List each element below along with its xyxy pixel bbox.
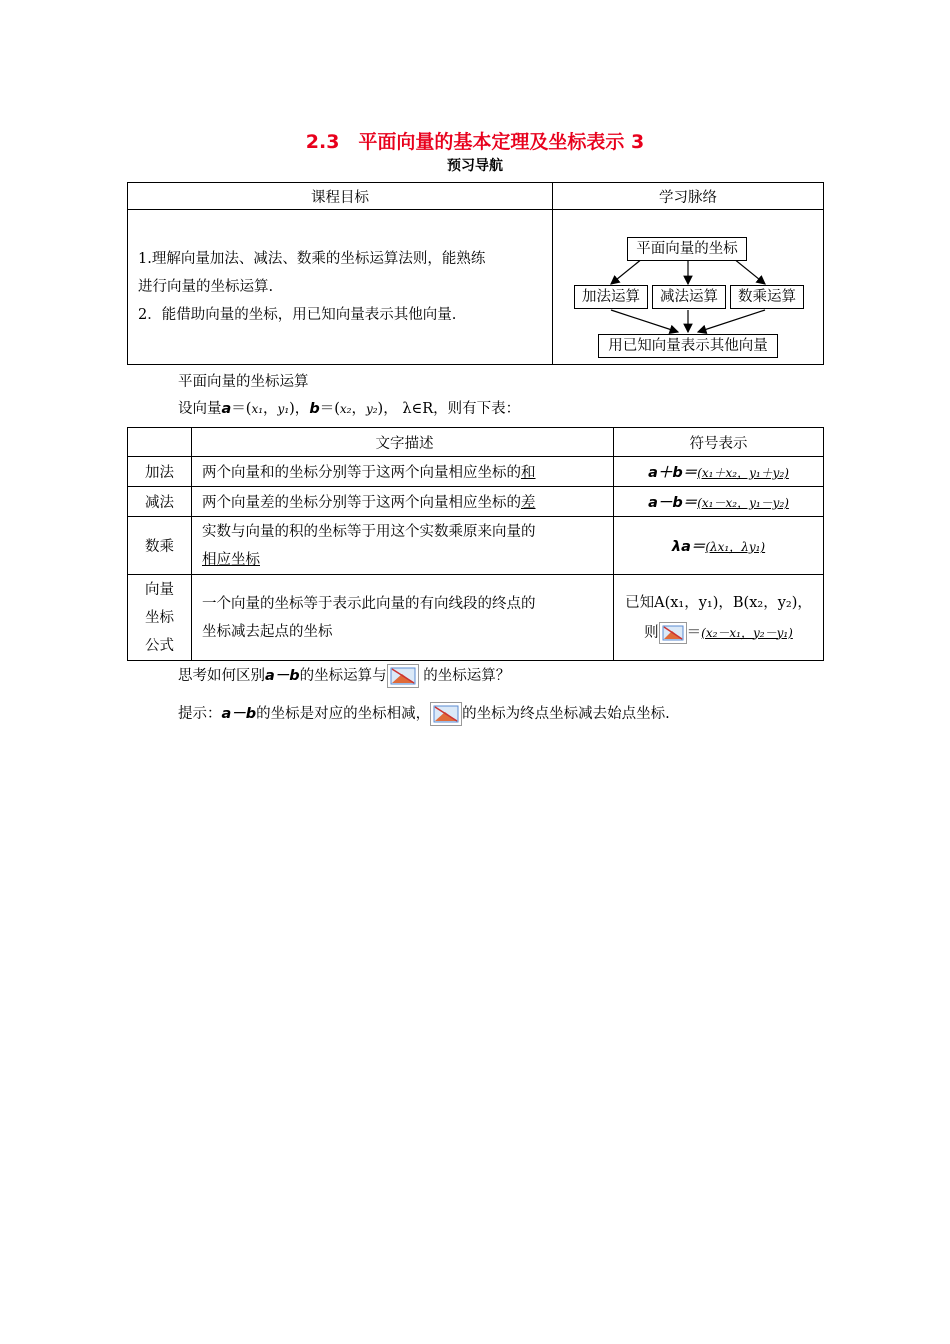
row-name: 加法 [128,457,192,487]
goal-1-line-2: 进行向量的坐标运算. [138,279,274,295]
sym-answer: (x₁－x₂，y₁－y₂) [697,496,789,510]
desc-answer: 和 [521,465,536,481]
row-symbol [614,575,824,661]
sym-eq: ＝ [686,624,702,641]
hint-mid: 的坐标是对应的坐标相减， [256,706,431,722]
page-subtitle: 预习导航 [447,158,503,174]
flow-node-represent: 用已知向量表示其他向量 [598,334,778,358]
coord-y1: y₁ [277,402,290,416]
sym-lhs: λa＝ [671,539,706,555]
think-mid: 的坐标运算与 [299,668,387,684]
coord-x2: x₂ [339,402,352,416]
goals-cell [128,210,553,365]
sym-answer: (x₂－x₁，y₂－y₁) [701,625,793,640]
coord-x1: x₁ [251,402,264,416]
sym-then: 则 [644,624,659,641]
name-line: 公式 [145,637,174,654]
name-line: 向量 [145,581,174,598]
desc-text: 两个向量差的坐标分别等于这两个向量相应坐标的 [202,495,521,511]
vector-b: b [309,401,320,417]
vector-ab-image-icon [387,664,419,688]
flowchart [553,210,823,344]
sym-lhs: a＋b＝ [648,465,698,481]
row-name: 减法 [128,487,192,517]
think-question [178,664,510,688]
eq-sign-b: ＝( [319,401,340,417]
row-description [192,517,614,575]
row-symbol [614,487,824,517]
flowchart-arrows [553,210,823,344]
header-empty [128,428,192,457]
setup-suffix: λ∈R，则有下表： [402,401,521,417]
coordinate-operations-table [127,427,824,661]
goal-2: 2．能借助向量的坐标，用已知向量表示其他向量. [138,307,457,323]
table-row [128,575,824,661]
section-title: 平面向量的坐标运算 [178,374,309,390]
goal-1-line-1: 1.理解向量加法、减法、数乘的坐标运算法则，能熟练 [138,251,486,267]
header-course-goals: 课程目标 [128,183,553,210]
desc-answer: 相应坐标 [202,551,260,568]
hint-suffix: 的坐标为终点坐标减去始点坐标. [462,706,670,722]
think-suffix: 的坐标运算？ [423,668,511,684]
flow-node-coordinates: 平面向量的坐标 [627,237,747,261]
row-name [128,575,192,661]
think-prefix: 思考如何区别 [178,668,265,684]
close-b: )， [377,401,398,417]
course-goals-table [127,182,824,365]
setup-line [178,397,520,418]
row-symbol [614,517,824,575]
desc-answer: 差 [521,495,536,511]
table-row [128,457,824,487]
eq-sign-a: ＝( [231,401,252,417]
comma-b: ， [351,401,366,417]
page-title: 2.3 平面向量的基本定理及坐标表示 3 [305,131,645,153]
header-symbol: 符号表示 [614,428,824,457]
desc-text: 两个向量和的坐标分别等于这两个向量相应坐标的 [202,465,521,481]
close-a: )， [289,401,310,417]
setup-prefix: 设向量 [178,401,222,417]
hint [178,702,670,726]
flow-node-subtraction: 减法运算 [652,285,726,309]
vector-a: a [221,401,232,417]
hint-prefix: 提示： [178,706,222,722]
row-name: 数乘 [128,517,192,575]
flow-node-addition: 加法运算 [574,285,648,309]
header-learning-path: 学习脉络 [553,183,824,210]
comma-a: ， [263,401,278,417]
vector-ab-image-icon [430,702,462,726]
row-description [192,457,614,487]
desc-text: 实数与向量的积的坐标等于用这个实数乘原来向量的 [202,523,536,540]
sym-lhs: a－b＝ [648,495,698,511]
sym-answer: (x₁＋x₂，y₁＋y₂) [697,466,789,480]
think-expr: a－b [265,668,300,684]
row-symbol [614,457,824,487]
sym-answer: (λx₁，λy₁) [705,540,766,554]
vector-ab-image-icon [659,622,687,644]
name-line: 坐标 [145,609,174,626]
header-description: 文字描述 [192,428,614,457]
row-description [192,575,614,661]
hint-expr: a－b [221,706,257,722]
desc-line: 一个向量的坐标等于表示此向量的有向线段的终点的 [202,595,536,612]
desc-line: 坐标减去起点的坐标 [202,623,333,640]
table-row [128,517,824,575]
flow-node-scalar: 数乘运算 [730,285,804,309]
table-row [128,487,824,517]
flowchart-cell [553,210,824,365]
sym-given: 已知A(x₁，y₁)，B(x₂，y₂)， [625,594,812,611]
coord-y2: y₂ [365,402,378,416]
row-description [192,487,614,517]
